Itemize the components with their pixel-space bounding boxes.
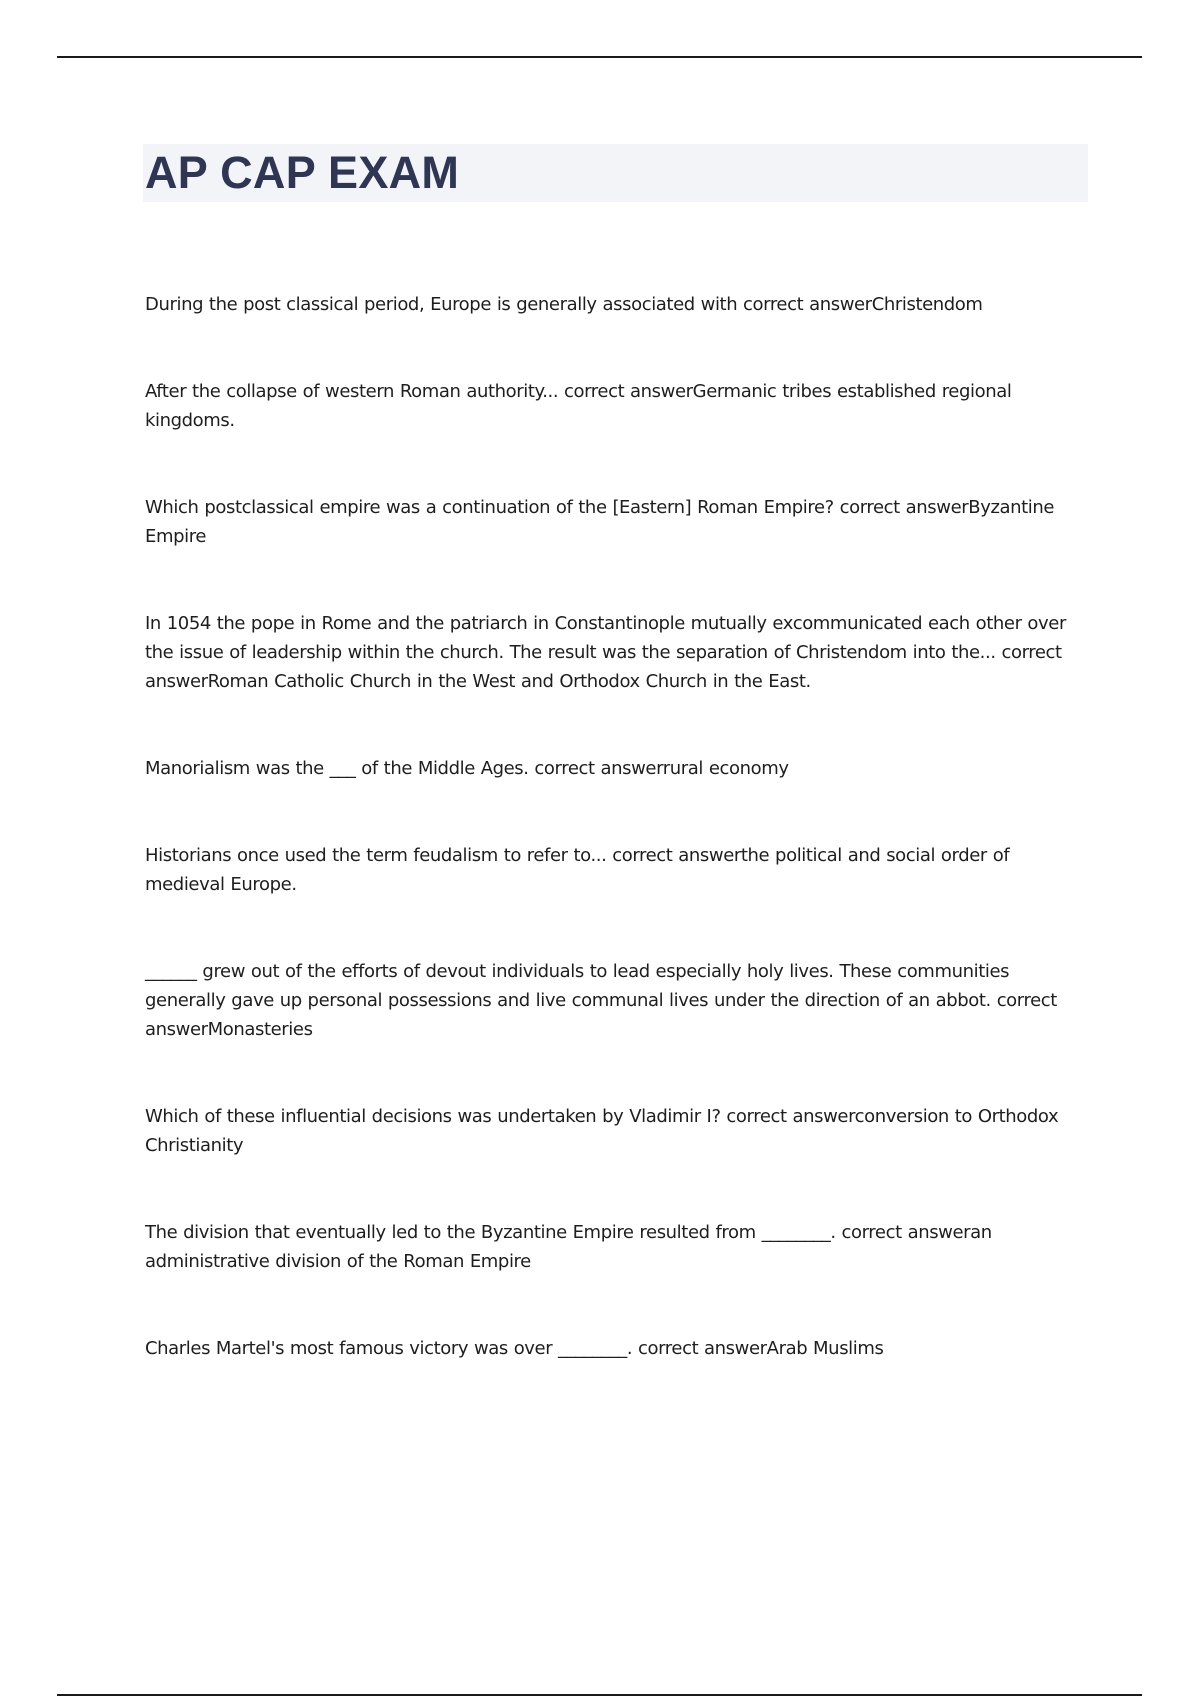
question-item-10: Charles Martel's most famous victory was over ________. correct answerArab Muslims xyxy=(145,1338,884,1359)
question-item-5: Manorialism was the ___ of the Middle Ages. correct answerrural economy xyxy=(145,758,789,779)
question-item-3: Which postclassical empire was a continuation of the [Eastern] Roman Empire? correct answerByzantine Empire xyxy=(145,497,1055,547)
footer-rule xyxy=(57,1694,1142,1696)
question-item-4: In 1054 the pope in Rome and the patriarch in Constantinople mutually excommunicated each other over the issue of leadership within the church. The result was the separation of Christendom into the... correct answerRoman Catholic Church in the West and Orthodox Church in the East. xyxy=(145,613,1066,692)
header-rule xyxy=(57,56,1142,58)
question-item-8: Which of these influential decisions was undertaken by Vladimir I? correct answerconversion to Orthodox Christianity xyxy=(145,1106,1059,1156)
question-item-6: Historians once used the term feudalism to refer to... correct answerthe political and social order of medieval Europe. xyxy=(145,845,1010,895)
question-item-9: The division that eventually led to the Byzantine Empire resulted from ________. correct answeran administrative division of the Roman Empire xyxy=(145,1222,992,1272)
question-item-7: ______ grew out of the efforts of devout individuals to lead especially holy lives. These communities generally gave up personal possessions and live communal lives under the direction of an abbot. correct answerMonasteries xyxy=(145,961,1057,1040)
question-item-2: After the collapse of western Roman authority... correct answerGermanic tribes established regional kingdoms. xyxy=(145,381,1012,431)
page-title: AP CAP EXAM xyxy=(145,147,460,198)
question-item-1: During the post classical period, Europe is generally associated with correct answerChristendom xyxy=(145,294,983,315)
question-list xyxy=(145,290,1090,1421)
